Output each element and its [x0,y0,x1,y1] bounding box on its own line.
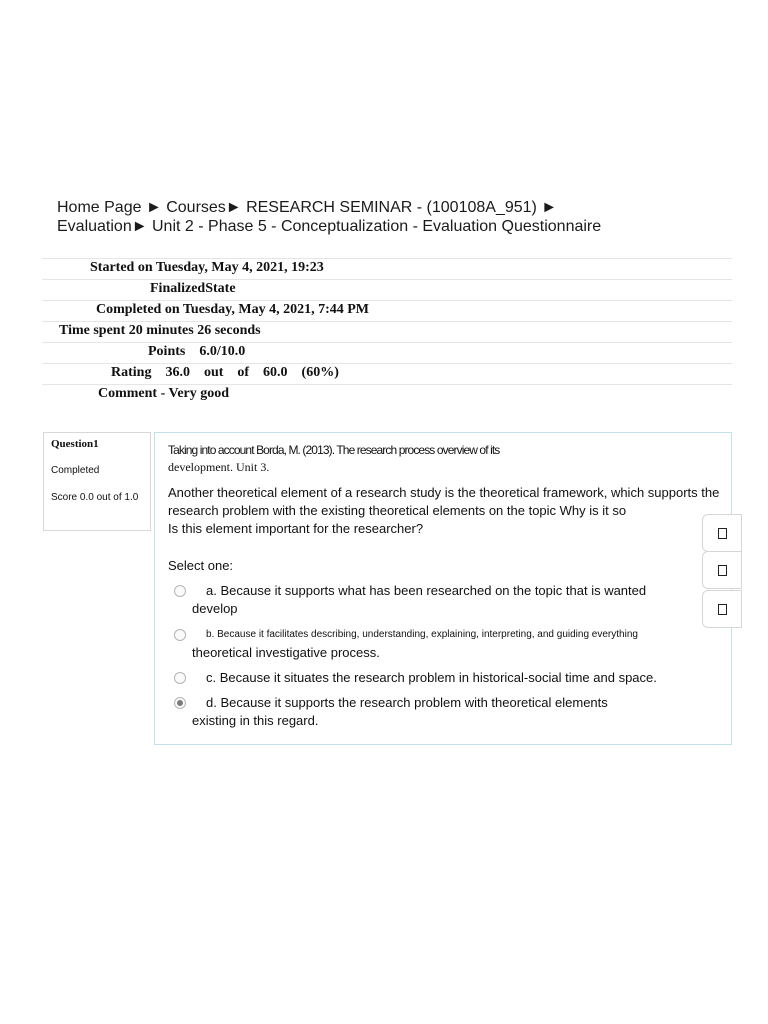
box-icon [718,528,727,539]
started-on: Started on Tuesday, May 4, 2021, 19:23 [90,260,324,275]
radio-option-b[interactable] [174,629,186,641]
select-one-label: Select one: [168,558,234,573]
answer-option-a-label-cont: develop [192,601,238,616]
answer-option-b-label-cont: theoretical investigative process. [192,645,380,660]
question-state: Completed [51,465,100,476]
comment: Comment - Very good [98,386,230,401]
box-icon [718,604,727,615]
completed-on: Completed on Tuesday, May 4, 2021, 7:44 PM [96,302,370,317]
summary-row-time [42,321,732,342]
attempt-summary [42,258,732,405]
question-text-line-2: research problem with the existing theoretical elements on the topic Why is it so [168,503,627,518]
side-action-button-2[interactable] [702,551,742,589]
answer-option-a-label: a. Because it supports what has been researched on the topic that is wanted [206,583,647,598]
rating: Rating 36.0 out of 60.0 (60%) [111,365,339,380]
question-info [43,432,151,531]
question-text-line-1: Another theoretical element of a research study is the theoretical framework, which supports the [168,485,720,500]
radio-option-c[interactable] [174,672,186,684]
summary-row-comment [42,384,732,405]
radio-option-d[interactable] [174,697,186,709]
answer-option-d-label: d. Because it supports the research problem with theoretical elements [206,695,608,710]
question-score: Score 0.0 out of 1.0 [51,492,139,503]
summary-row-completed [42,300,732,321]
breadcrumb-line-2[interactable]: Evaluation► Unit 2 - Phase 5 - Conceptualization - Evaluation Questionnaire [57,218,602,235]
question-reference-line-1: Taking into account Borda, M. (2013). The research process overview of its [168,443,500,457]
answer-option-b-label: b. Because it facilitates describing, understanding, explaining, interpreting, and guiding everything [206,629,638,640]
side-action-button-1[interactable] [702,514,742,552]
answer-option-c-label: c. Because it situates the research problem in historical-social time and space. [206,670,657,685]
question-reference-line-2: development. Unit 3. [168,460,270,474]
side-action-button-3[interactable] [702,590,742,628]
box-icon [718,565,727,576]
question-content [154,432,732,745]
points: Points 6.0/10.0 [148,344,246,359]
summary-row-started [42,258,732,279]
time-spent: Time spent 20 minutes 26 seconds [59,323,261,338]
summary-row-state [42,279,732,300]
radio-option-a[interactable] [174,585,186,597]
answer-option-d-label-cont: existing in this regard. [192,713,319,728]
question-number: Question1 [51,438,99,450]
state: FinalizedState [150,281,236,296]
breadcrumb [57,198,697,236]
question-text-line-3: Is this element important for the researcher? [168,521,424,536]
question-text [168,484,728,538]
summary-row-points [42,342,732,363]
breadcrumb-line-1[interactable]: Home Page ► Courses► RESEARCH SEMINAR - (100108A_951) ► [57,199,558,216]
summary-row-rating [42,363,732,384]
